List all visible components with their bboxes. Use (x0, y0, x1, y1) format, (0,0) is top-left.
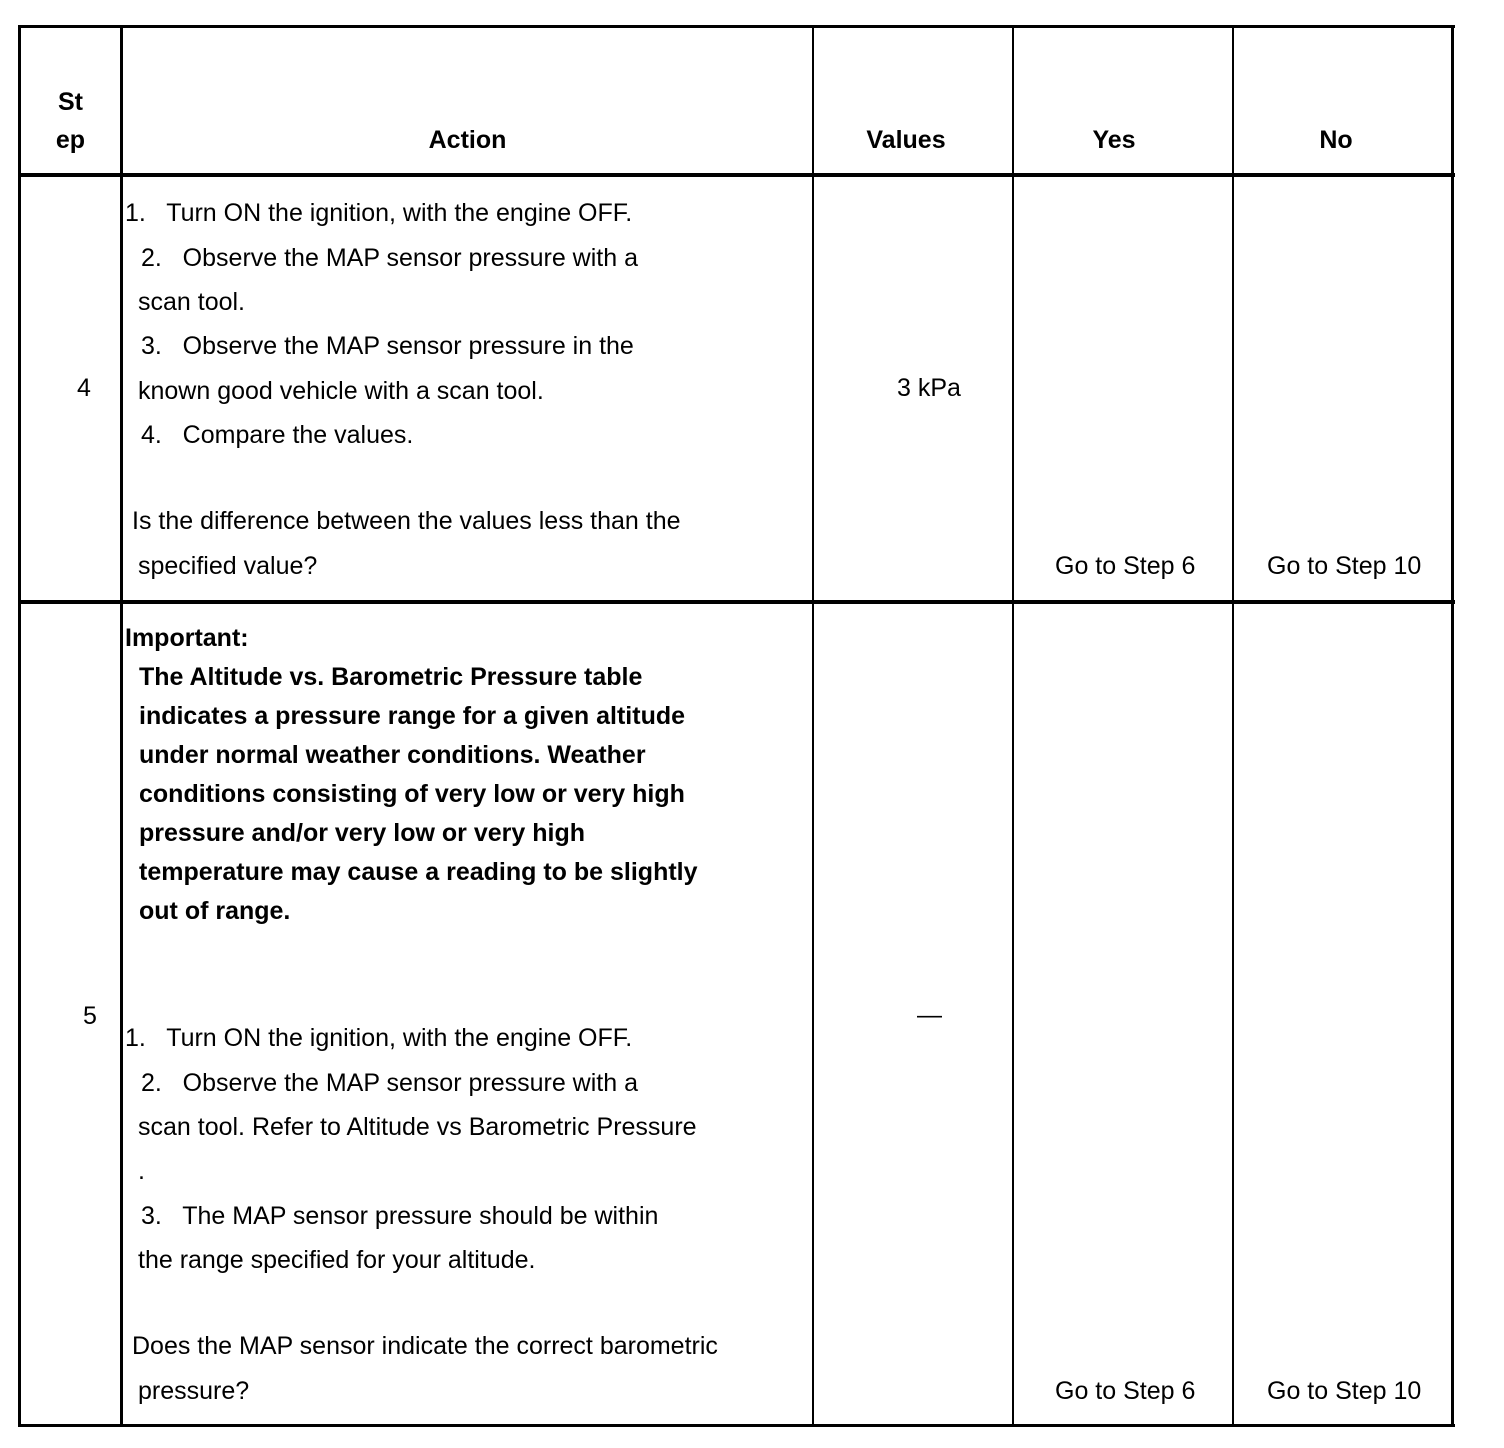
header-action: Action (428, 126, 507, 154)
action-line: known good vehicle with a scan tool. (138, 377, 544, 405)
row-divider (18, 600, 1455, 604)
yes-link-go-to-step-6[interactable]: Go to Step 6 (1055, 1377, 1196, 1405)
spec-value: — (917, 1001, 942, 1029)
action-line: . (138, 1157, 145, 1185)
col-divider-values (1012, 25, 1014, 1427)
no-link-go-to-step-10[interactable]: Go to Step 10 (1267, 552, 1422, 580)
header-values: Values (866, 126, 946, 154)
action-line: 2. Observe the MAP sensor pressure with a (141, 244, 638, 272)
action-line: 3. Observe the MAP sensor pressure in the (141, 332, 634, 360)
header-step-line1: St (58, 88, 83, 116)
no-link-go-to-step-10[interactable]: Go to Step 10 (1267, 1377, 1422, 1405)
important-note-line: temperature may cause a reading to be slightly (139, 858, 698, 886)
important-label: Important: (125, 624, 249, 652)
action-line: the range specified for your altitude. (138, 1246, 536, 1274)
action-line: 1. Turn ON the ignition, with the engine OFF. (125, 1024, 633, 1052)
action-line: 3. The MAP sensor pressure should be within (141, 1202, 659, 1230)
important-note-line: under normal weather conditions. Weather (139, 741, 646, 769)
action-line: 1. Turn ON the ignition, with the engine OFF. (125, 199, 633, 227)
action-question: Does the MAP sensor indicate the correct barometric (132, 1332, 718, 1360)
header-yes: Yes (1092, 126, 1136, 154)
action-line: 4. Compare the values. (141, 421, 414, 449)
spec-value: 3 kPa (897, 374, 961, 402)
col-divider-yes (1232, 25, 1234, 1427)
action-line: 2. Observe the MAP sensor pressure with a (141, 1069, 638, 1097)
col-divider-step (120, 25, 123, 1427)
action-line: scan tool. (138, 288, 246, 316)
col-divider-action (812, 25, 814, 1427)
important-note-line: indicates a pressure range for a given altitude (139, 702, 686, 730)
header-step-line2: ep (55, 126, 86, 154)
important-note-line: pressure and/or very low or very high (139, 819, 585, 847)
action-question: Is the difference between the values less than the (132, 507, 681, 535)
step-number: 5 (83, 1002, 97, 1030)
header-no: No (1319, 126, 1353, 154)
header-divider (18, 173, 1455, 177)
important-note-line: The Altitude vs. Barometric Pressure table (139, 663, 643, 691)
table-border-bottom (18, 1424, 1455, 1427)
action-question: pressure? (138, 1377, 250, 1405)
col-border-left (18, 25, 21, 1427)
yes-link-go-to-step-6[interactable]: Go to Step 6 (1055, 552, 1196, 580)
table-border-top (18, 25, 1455, 28)
col-border-right (1451, 25, 1454, 1427)
important-note-line: conditions consisting of very low or very high (139, 780, 685, 808)
important-note-line: out of range. (139, 897, 291, 925)
action-question: specified value? (138, 552, 318, 580)
action-line: scan tool. Refer to Altitude vs Barometric Pressure (138, 1113, 697, 1141)
step-number: 4 (77, 374, 91, 402)
